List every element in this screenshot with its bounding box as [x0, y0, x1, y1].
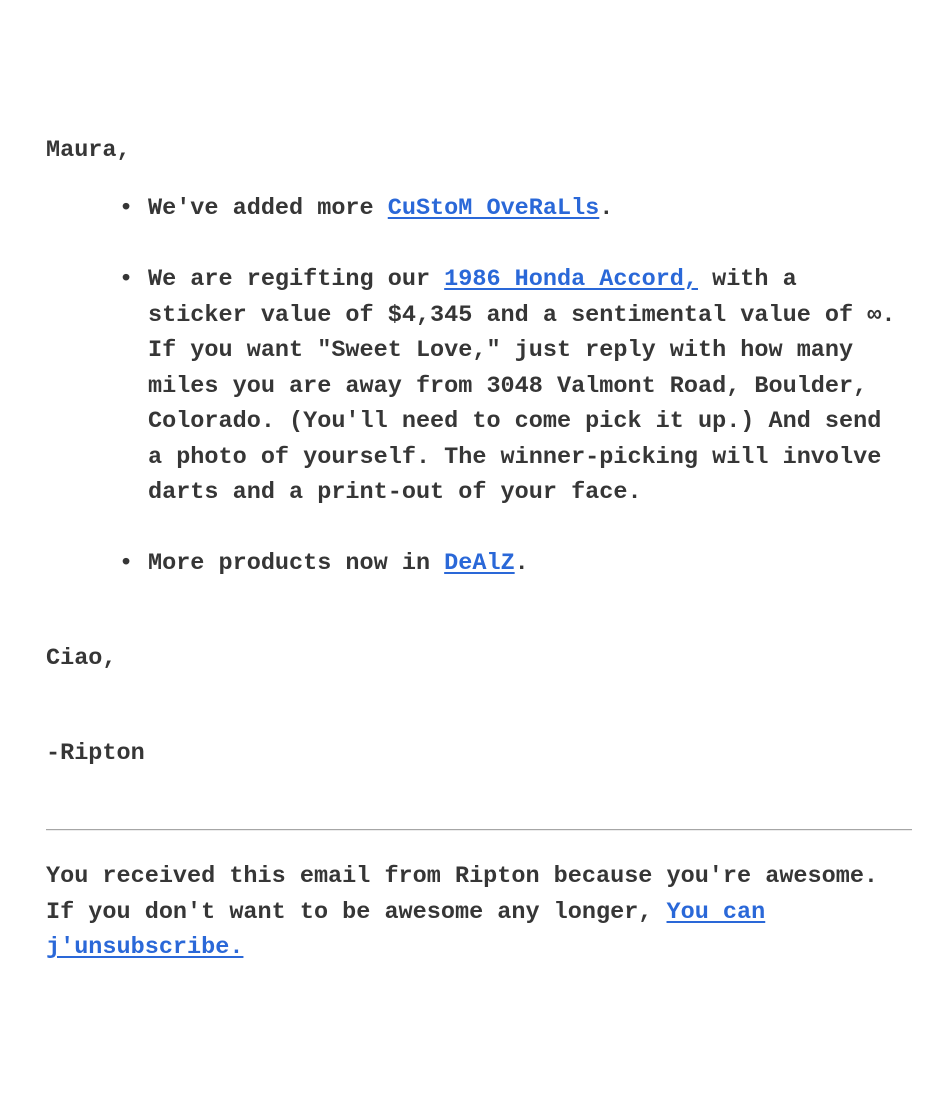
honda-accord-link[interactable]: 1986 Honda Accord,: [444, 266, 698, 293]
closing: Ciao,: [46, 645, 117, 672]
text-segment: You received this email from Ripton because you're awesome. If you don't want to be awesome any longer,: [46, 863, 879, 926]
dealz-link[interactable]: DeAlZ: [444, 550, 515, 577]
unsubscribe-link[interactable]: You can j'unsubscribe.: [46, 898, 766, 961]
text-segment: We are regifting our: [148, 266, 445, 293]
text-segment: We've added more: [148, 195, 388, 222]
text-segment: with a sticker value of $4,345 and a sentimental value of ∞. If you want "Sweet Love," just reply with how many miles you are away from 3048 Valmont Road, Boulder, Colorado. (You'll need to come pick it up.) And send a photo of yourself. The winner-picking will involve darts and a print-out of your face.: [148, 266, 896, 506]
list-item-honda-accord: [148, 262, 900, 511]
text-segment: More products now in: [148, 550, 445, 577]
bullet-list: [46, 191, 912, 582]
custom-overalls-link[interactable]: CuStoM OveRaLls: [387, 195, 600, 222]
text-segment: .: [599, 195, 614, 222]
text-segment: .: [514, 550, 529, 577]
list-item-dealz: [148, 546, 900, 582]
footer-text: [46, 859, 912, 966]
signature: -Ripton: [46, 740, 145, 767]
greeting: Maura,: [46, 137, 131, 164]
list-item-custom-overalls: [148, 191, 900, 227]
divider: [46, 829, 912, 831]
